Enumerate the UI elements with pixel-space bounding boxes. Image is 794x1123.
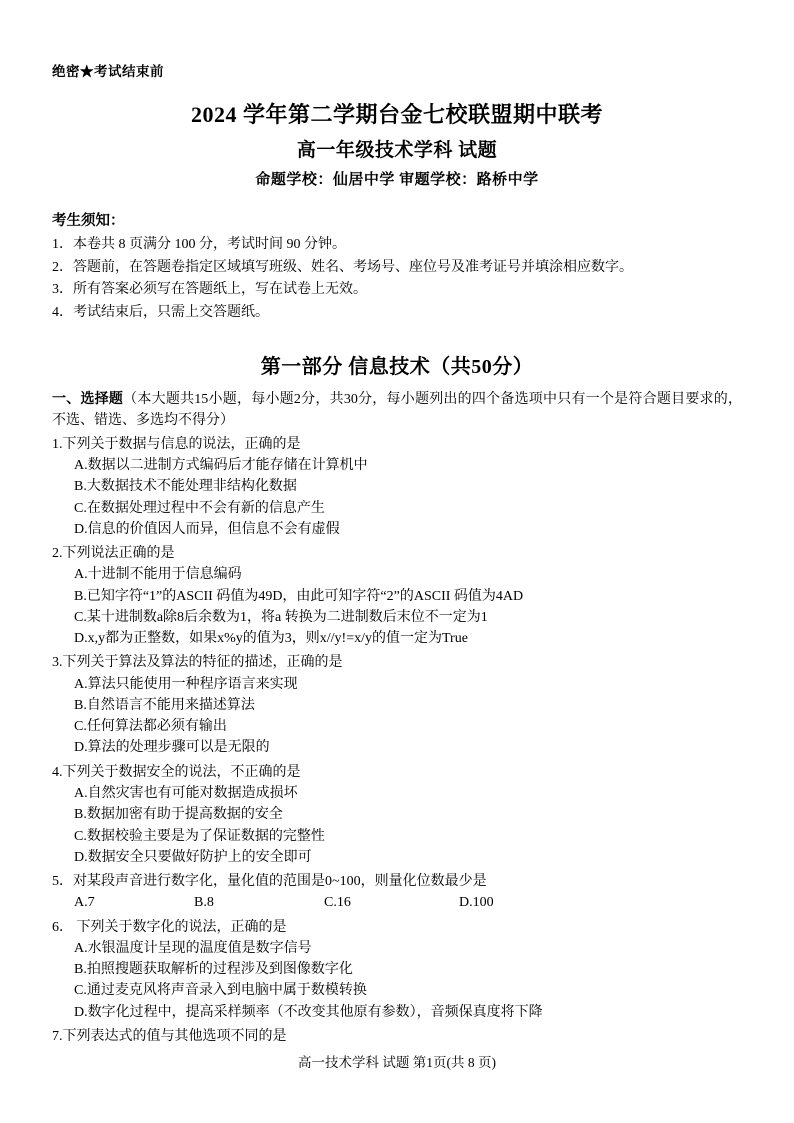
question-option: B.大数据技术不能处理非结构化数据: [74, 479, 297, 495]
part-title: 第一部分 信息技术（共50分）: [260, 355, 534, 378]
question-option: B.已知字符“1”的ASCII 码值为49D，由此可知字符“2”的ASCII 码值为4AD: [74, 588, 524, 604]
question-stem: 1.下列关于数据与信息的说法，正确的是: [52, 436, 301, 452]
question-stem: 3.下列关于算法及算法的特征的描述，正确的是: [52, 655, 343, 671]
question-option: A.算法只能使用一种程序语言来实现: [74, 676, 298, 692]
secret-label: 绝密★考试结束前: [52, 64, 164, 79]
question-option: A.自然灾害也有可能对数据造成损坏: [74, 786, 298, 801]
notice-title: 考生须知：: [52, 213, 125, 229]
question-option: B.8: [194, 895, 214, 911]
question-option: D.算法的处理步骤可以是无限的: [74, 740, 270, 756]
question-option: A.7: [74, 895, 95, 911]
notice-item: 2．答题前，在答题卷指定区域填写班级、姓名、考场号、座位号及准考证号并填涂相应数字。: [52, 259, 633, 275]
question-option: B.自然语言不能用来描述算法: [74, 697, 255, 713]
notice-item: 4．考试结束后，只需上交答题纸。: [52, 305, 269, 321]
question-option: A.数据以二进制方式编码后才能存储在计算机中: [74, 458, 368, 474]
question-option: C.数据校验主要是为了保证数据的完整性: [74, 828, 325, 844]
question-stem: 7.下列表达式的值与其他选项不同的是: [52, 1028, 287, 1044]
question-option-row: [52, 892, 742, 913]
question-stem: 2.下列说法正确的是: [52, 546, 175, 562]
section-heading: [52, 389, 742, 431]
question-option: C.16: [324, 895, 351, 911]
question-option: D.信息的价值因人而异，但信息不会有虚假: [74, 521, 340, 537]
notice-item: 1．本卷共 8 页满分 100 分，考试时间 90 分钟。: [52, 237, 346, 252]
question-option: C.某十进制数a除8后余数为1，将a 转换为二进制数后末位不一定为1: [74, 609, 488, 625]
page-title: 2024 学年第二学期台金七校联盟期中联考: [190, 102, 603, 127]
page-footer: 高一技术学科 试题 第1页(共 8 页): [298, 1055, 496, 1070]
question-option: C.通过麦克风将声音录入到电脑中属于数模转换: [74, 983, 367, 999]
question-option: D.数据安全只要做好防护上的安全即可: [74, 849, 312, 865]
question-option: A.十进制不能用于信息编码: [74, 567, 242, 583]
question-option: B.数据加密有助于提高数据的安全: [74, 807, 283, 823]
question-option: D.100: [459, 895, 494, 911]
question-option: A.水银温度计呈现的温度值是数字信号: [74, 940, 312, 956]
notice-item: 3．所有答案必须写在答题纸上，写在试卷上无效。: [52, 282, 367, 298]
question-option: D.x,y都为正整数，如果x%y的值为3，则x//y!=x/y的值一定为True: [74, 631, 468, 647]
question-option: B.拍照搜题获取解析的过程涉及到图像数字化: [74, 962, 353, 978]
question-stem: 4.下列关于数据安全的说法，不正确的是: [52, 764, 301, 780]
section-description: （本大题共15小题，每小题2分，共30分，每小题列出的四个备选项中只有一个是符合题目要求的，不选、错选、多选均不得分）: [52, 391, 743, 428]
page-subtitle: 高一年级技术学科 试题: [296, 140, 498, 161]
question-option: C.任何算法都必须有输出: [74, 719, 227, 735]
question-stem: 6． 下列关于数字化的说法，正确的是: [52, 919, 287, 935]
school-info: 命题学校：仙居中学 审题学校：路桥中学: [255, 172, 539, 188]
question-option: C.在数据处理过程中不会有新的信息产生: [74, 500, 325, 516]
question-option: D.数字化过程中，提高采样频率（不改变其他原有参数），音频保真度将下降: [74, 1004, 543, 1020]
question-stem: 5．对某段声音进行数字化，量化值的范围是0~100，则量化位数最少是: [52, 874, 487, 890]
section-label: 一、选择题: [52, 391, 124, 407]
